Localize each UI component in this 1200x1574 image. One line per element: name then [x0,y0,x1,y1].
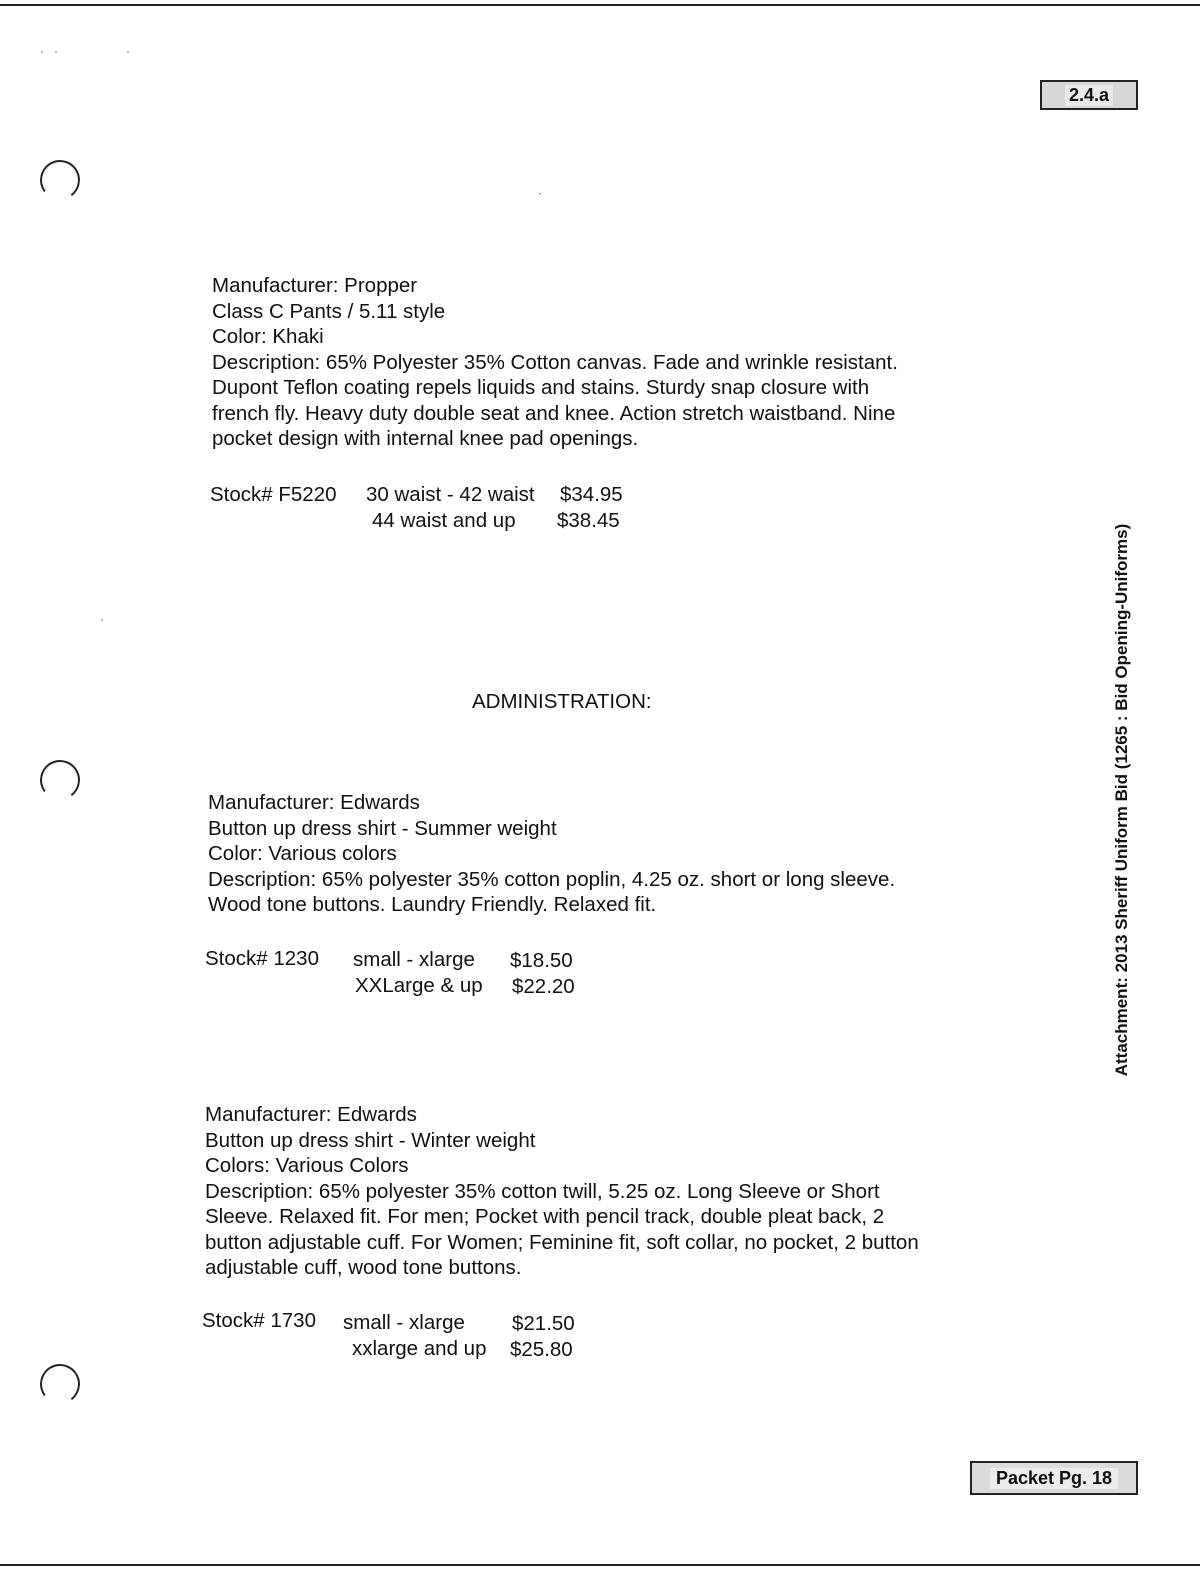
bottom-rule [0,1564,1200,1566]
item-line: Color: Khaki [212,325,324,348]
item-line: Manufacturer: Propper [212,274,418,297]
section-tag [1040,80,1138,110]
scan-speck: · [126,44,130,58]
size-range: 30 waist - 42 waist [366,483,535,506]
packet-page-label: Packet Pg. 18 [990,1468,1118,1489]
item-line: Description: 65% polyester 35% cotton twill, 5.25 oz. Long Sleeve or Short [205,1179,880,1203]
item-line: Colors: Various Colors [205,1154,409,1177]
size-range: small - xlarge [353,948,475,971]
top-rule [0,4,1200,6]
item-line: Manufacturer: Edwards [208,791,420,814]
price: $38.45 [557,509,620,532]
size-range: XXLarge & up [355,974,483,997]
section-tag-label: 2.4.a [1065,85,1113,106]
price: $18.50 [510,949,573,972]
item-line: Description: 65% polyester 35% cotton poplin, 4.25 oz. short or long sleeve. [208,867,896,891]
item-line: Color: Various colors [208,842,397,865]
item-line: Sleeve. Relaxed fit. For men; Pocket with pencil track, double pleat back, 2 [205,1205,885,1228]
item-line: french fly. Heavy duty double seat and knee. Action stretch waistband. Nine [212,401,896,425]
item-description-block [205,1102,919,1281]
item-description-block [208,790,895,918]
item-line: Class C Pants / 5.11 style [212,299,446,323]
item-line: adjustable cuff, wood tone buttons. [205,1256,522,1279]
section-heading: ADMINISTRATION: [472,690,652,713]
item-line: Button up dress shirt - Winter weight [205,1128,536,1152]
item-line: Manufacturer: Edwards [205,1103,417,1126]
size-range: xxlarge and up [352,1337,487,1360]
price: $34.95 [560,483,623,506]
stock-number: Stock# F5220 [210,483,337,506]
stock-number: Stock# 1730 [202,1309,316,1332]
size-range: 44 waist and up [372,509,516,532]
packet-page-box [970,1461,1138,1495]
binder-hole-icon [37,157,82,202]
attachment-side-note: Attachment: 2013 Sheriff Uniform Bid (1265 : Bid Opening-Uniforms) [1112,523,1131,1077]
scan-speck: · [100,612,104,626]
item-line: Button up dress shirt - Summer weight [208,816,557,840]
item-line: Dupont Teflon coating repels liquids and stains. Sturdy snap closure with [212,376,870,399]
price: $21.50 [512,1312,575,1335]
scan-speck: · [538,186,542,200]
size-range: small - xlarge [343,1311,465,1334]
item-line: Description: 65% Polyester 35% Cotton canvas. Fade and wrinkle resistant. [212,350,898,374]
binder-hole-icon [37,1361,82,1406]
item-line: pocket design with internal knee pad openings. [212,427,639,450]
scan-speck: ·· [40,44,68,58]
item-line: button adjustable cuff. For Women; Feminine fit, soft collar, no pocket, 2 button [205,1230,919,1254]
binder-hole-icon [37,757,82,802]
stock-number: Stock# 1230 [205,947,319,970]
item-line: Wood tone buttons. Laundry Friendly. Relaxed fit. [208,893,657,916]
item-description-block [212,273,898,452]
price: $22.20 [512,975,575,998]
price: $25.80 [510,1338,573,1361]
